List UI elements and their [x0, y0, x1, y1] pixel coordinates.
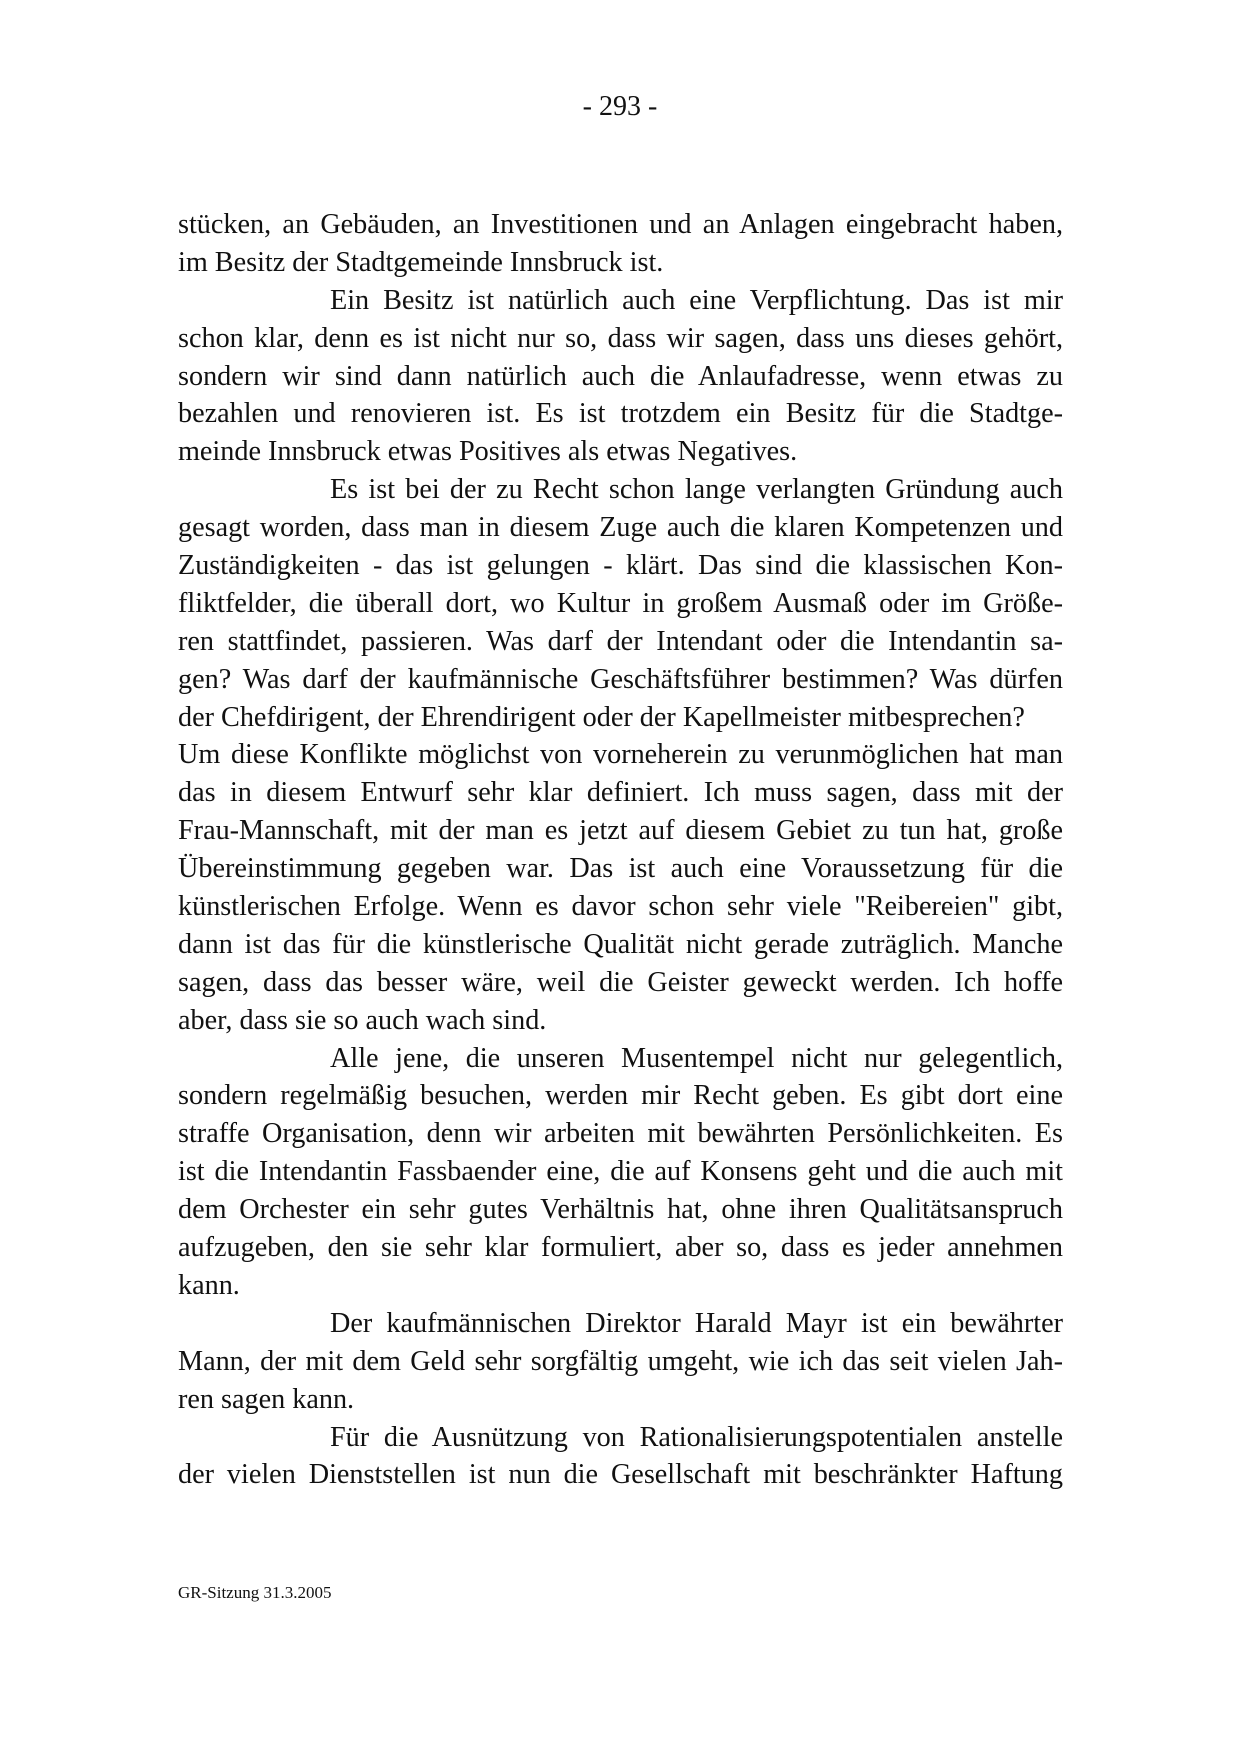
paragraph-line: aber, dass sie so auch wach sind. — [178, 1004, 547, 1036]
paragraph-line: fliktfelder, die überall dort, wo Kultur in großem Ausmaß oder im Größe- — [178, 587, 1063, 619]
paragraph-line: der Chefdirigent, der Ehrendirigent oder der Kapellmeister mitbesprechen? — [178, 701, 1025, 733]
paragraph-line: dem Orchester ein sehr gutes Verhältnis hat, ohne ihren Qualitätsanspruch — [178, 1194, 1063, 1226]
paragraph-line: gen? Was darf der kaufmännische Geschäftsführer bestimmen? Was dürfen — [178, 663, 1063, 695]
paragraph-line: der vielen Dienststellen ist nun die Gesellschaft mit beschränkter Haftung — [178, 1459, 1063, 1491]
paragraph-line: Frau-Mannschaft, mit der man es jetzt auf diesem Gebiet zu tun hat, große — [178, 815, 1063, 847]
paragraph-line: Um diese Konflikte möglichst von vorneherein zu verunmöglichen hat man — [178, 739, 1063, 771]
paragraph-6 — [178, 1419, 1063, 1495]
paragraph-line: ist die Intendantin Fassbaender eine, die auf Konsens geht und die auch mit — [178, 1156, 1063, 1188]
paragraph-line: straffe Organisation, denn wir arbeiten mit bewährten Persönlichkeiten. Es — [178, 1118, 1063, 1150]
paragraph-line: kann. — [178, 1269, 240, 1301]
paragraph-line: Ein Besitz ist natürlich auch eine Verpflichtung. Das ist mir — [330, 284, 1063, 316]
body-text — [178, 206, 1063, 1494]
paragraph-line: bezahlen und renovieren ist. Es ist trotzdem ein Besitz für die Stadtge- — [178, 398, 1063, 430]
page-number: - 293 - — [582, 91, 658, 122]
paragraph-line: Alle jene, die unseren Musentempel nicht nur gelegentlich, — [330, 1042, 1063, 1074]
paragraph-1 — [178, 206, 1063, 282]
paragraph-4 — [178, 1040, 1063, 1305]
paragraph-line: aufzugeben, den sie sehr klar formuliert, aber so, dass es jeder annehmen — [178, 1232, 1063, 1264]
paragraph-line: sondern wir sind dann natürlich auch die Anlaufadresse, wenn etwas zu — [178, 360, 1063, 392]
paragraph-line: Zuständigkeiten - das ist gelungen - klärt. Das sind die klassischen Kon- — [178, 550, 1063, 582]
paragraph-line: im Besitz der Stadtgemeinde Innsbruck ist. — [178, 246, 664, 278]
paragraph-line: Für die Ausnützung von Rationalisierungspotentialen anstelle — [330, 1421, 1063, 1453]
paragraph-line: Der kaufmännischen Direktor Harald Mayr ist ein bewährter — [330, 1307, 1063, 1339]
paragraph-line: Mann, der mit dem Geld sehr sorgfältig umgeht, wie ich das seit vielen Jah- — [178, 1345, 1063, 1377]
paragraph-5 — [178, 1305, 1063, 1419]
paragraph-3 — [178, 471, 1063, 1039]
paragraph-line: sondern regelmäßig besuchen, werden mir Recht geben. Es gibt dort eine — [178, 1080, 1063, 1112]
paragraph-line: Es ist bei der zu Recht schon lange verlangten Gründung auch — [330, 474, 1063, 506]
paragraph-line: ren stattfindet, passieren. Was darf der Intendant oder die Intendantin sa- — [178, 625, 1063, 657]
paragraph-2 — [178, 282, 1063, 471]
paragraph-line: gesagt worden, dass man in diesem Zuge auch die klaren Kompetenzen und — [178, 512, 1063, 544]
paragraph-line: künstlerischen Erfolge. Wenn es davor schon sehr viele "Reibereien" gibt, — [178, 891, 1063, 923]
paragraph-line: schon klar, denn es ist nicht nur so, dass wir sagen, dass uns dieses gehört, — [178, 322, 1063, 354]
paragraph-line: ren sagen kann. — [178, 1383, 355, 1415]
paragraph-line: das in diesem Entwurf sehr klar definiert. Ich muss sagen, dass mit der — [178, 777, 1063, 809]
paragraph-line: stücken, an Gebäuden, an Investitionen und an Anlagen eingebracht haben, — [178, 209, 1063, 240]
paragraph-line: meinde Innsbruck etwas Positives als etwas Negatives. — [178, 436, 798, 468]
paragraph-line: sagen, dass das besser wäre, weil die Geister geweckt werden. Ich hoffe — [178, 966, 1063, 998]
paragraph-line: dann ist das für die künstlerische Qualität nicht gerade zuträglich. Manche — [178, 928, 1063, 960]
page-footer: GR-Sitzung 31.3.2005 — [178, 1583, 332, 1602]
paragraph-line: Übereinstimmung gegeben war. Das ist auch eine Voraussetzung für die — [178, 853, 1063, 885]
